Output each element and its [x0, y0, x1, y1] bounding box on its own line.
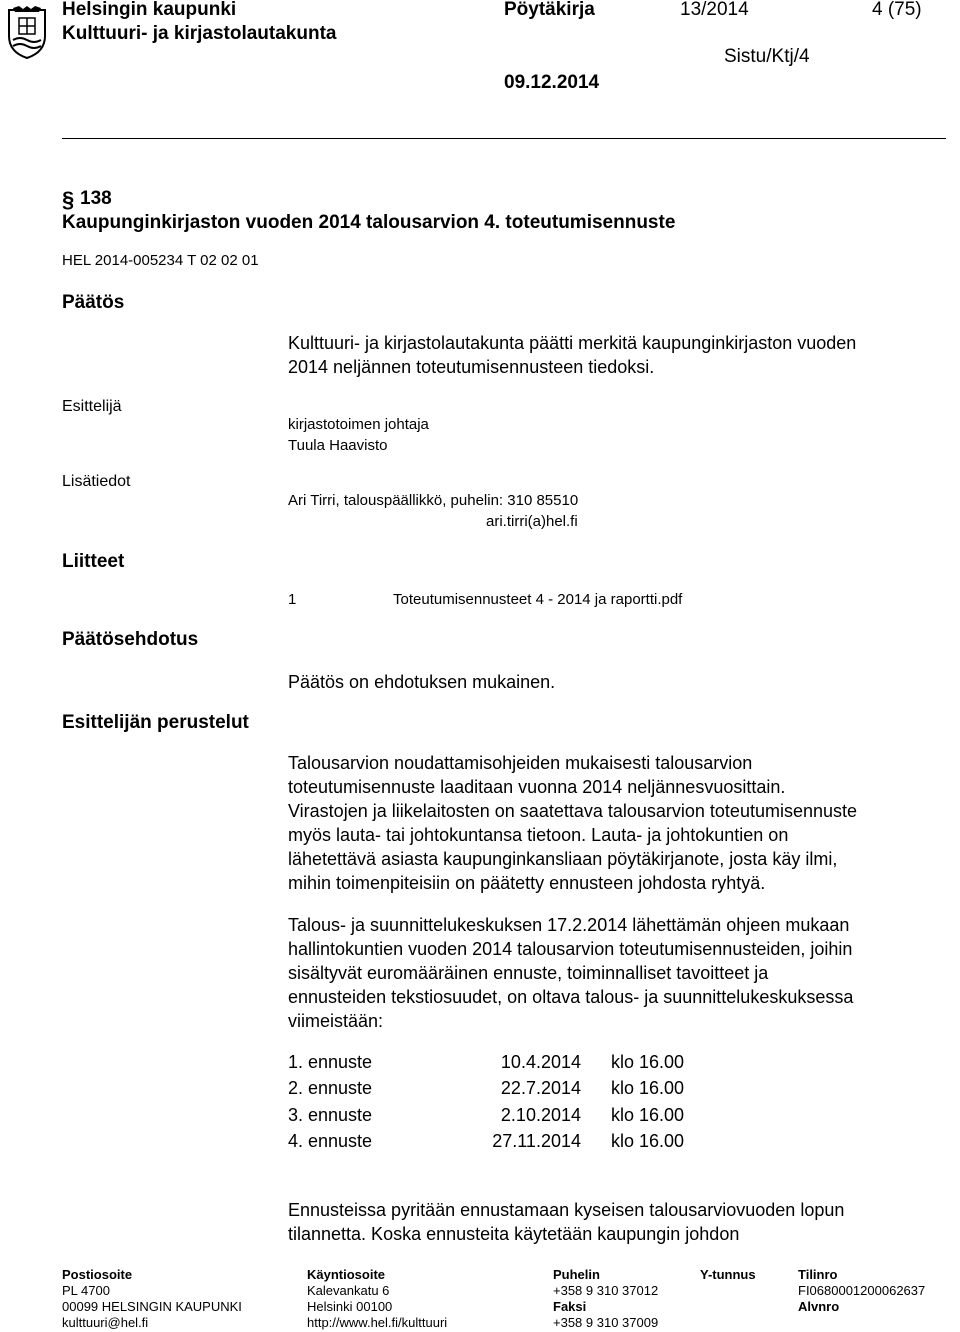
footer-line: Kalevankatu 6 — [307, 1283, 390, 1298]
forecast-date: 27.11.2014 — [492, 1131, 581, 1152]
footer-email-link[interactable]: kulttuuri@hel.fi — [62, 1315, 149, 1330]
presenter-label: Esittelijä — [62, 398, 122, 415]
footer-line: Helsinki 00100 — [307, 1299, 393, 1314]
forecast-time: klo 16.00 — [611, 1104, 685, 1125]
organization-name: Helsingin kaupunki — [62, 0, 237, 20]
presenter-role: kirjastotoimen johtaja — [288, 416, 429, 433]
page-number: 4 (75) — [872, 0, 922, 20]
decision-label: Päätös — [62, 292, 125, 313]
meeting-date: 09.12.2014 — [504, 72, 600, 93]
footer-business-id — [700, 1267, 756, 1283]
forecast-time: klo 16.00 — [611, 1131, 685, 1152]
proposal-text: Päätös on ehdotuksen mukainen. — [288, 672, 556, 692]
text-line: viimeistään: — [288, 1011, 384, 1031]
diary-code: HEL 2014-005234 T 02 02 01 — [62, 252, 259, 269]
footer-visiting-address — [307, 1267, 447, 1331]
forecast-date: 22.7.2014 — [500, 1078, 581, 1099]
forecast-time: klo 16.00 — [611, 1051, 685, 1072]
footer-heading: Postiosoite — [62, 1267, 133, 1282]
decision-text-line1: Kulttuuri- ja kirjastolautakunta päätti merkitä kaupunginkirjaston vuoden — [288, 333, 857, 353]
proposal-label: Päätösehdotus — [62, 629, 199, 650]
rationale-paragraph-3 — [288, 1198, 958, 1246]
rationale-label: Esittelijän perustelut — [62, 712, 249, 733]
footer-heading: Y-tunnus — [700, 1267, 756, 1282]
section-sign-icon — [62, 187, 76, 211]
forecast-label: 4. ennuste — [288, 1131, 373, 1152]
footer-line: 00099 HELSINGIN KAUPUNKI — [62, 1299, 242, 1314]
presenter-name: Tuula Haavisto — [288, 437, 388, 454]
attachment-number: 1 — [288, 591, 297, 608]
footer-line: FI0680001200062637 — [798, 1283, 926, 1298]
footer-heading: Käyntiosoite — [307, 1267, 386, 1282]
item-number: 138 — [80, 188, 112, 209]
footer-heading: Puhelin — [553, 1267, 600, 1282]
text-line: ennusteiden tekstiosuudet, on oltava talous- ja suunnittelukeskuksessa — [288, 987, 854, 1007]
text-line: tilannetta. Koska ennusteita käytetään kaupungin johdon — [288, 1224, 740, 1244]
svg-text:§: § — [62, 187, 75, 211]
text-line: hallintokuntien vuoden 2014 talousarvion toteutumisennusteiden, joihin — [288, 939, 853, 959]
header-rule — [62, 138, 946, 139]
text-line: Ennusteissa pyritään ennustamaan kyseisen talousarviovuoden lopun — [288, 1200, 845, 1220]
attachment-link[interactable]: Toteutumisennusteet 4 - 2014 ja raportti.pdf — [393, 591, 683, 608]
forecast-time: klo 16.00 — [611, 1078, 685, 1099]
footer-heading: Faksi — [553, 1299, 587, 1314]
text-line: myös lauta- tai johtokuntansa tietoon. Lauta- ja johtokuntien on — [288, 825, 789, 845]
committee-name: Kulttuuri- ja kirjastolautakunta — [62, 23, 337, 44]
helsinki-crest-logo — [7, 6, 47, 60]
table-row — [288, 1076, 751, 1103]
footer-line: PL 4700 — [62, 1283, 110, 1298]
table-row — [288, 1102, 751, 1129]
section-code: Sistu/Ktj/4 — [724, 46, 810, 67]
footer-phone — [553, 1267, 658, 1331]
footer-heading: Tilinro — [798, 1267, 838, 1282]
table-row — [288, 1049, 751, 1076]
text-line: sisältyvät euromääräinen ennuste, toiminnalliset tavoitteet ja — [288, 963, 769, 983]
footer-bank-account — [798, 1267, 925, 1315]
attachments-label: Liitteet — [62, 551, 125, 572]
contact-info: Ari Tirri, talouspäällikkö, puhelin: 310 85510 — [288, 492, 579, 509]
footer-line: +358 9 310 37012 — [553, 1283, 659, 1298]
text-line: mihin toimenpiteisiin on päätetty ennusteen johdosta ryhtyä. — [288, 873, 766, 893]
text-line: Talousarvion noudattamisohjeiden mukaisesti talousarvion — [288, 753, 753, 773]
rationale-paragraph-1 — [288, 751, 958, 895]
forecast-schedule-table — [288, 1049, 751, 1155]
footer-website-link[interactable]: http://www.hel.fi/kulttuuri — [307, 1315, 448, 1330]
footer-line: +358 9 310 37009 — [553, 1315, 659, 1330]
footer-heading: Alvnro — [798, 1299, 840, 1314]
forecast-label: 3. ennuste — [288, 1104, 373, 1125]
forecast-label: 2. ennuste — [288, 1078, 373, 1099]
document-type: Pöytäkirja — [504, 0, 595, 20]
decision-text-line2: 2014 neljännen toteutumisennusteen tiedoksi. — [288, 357, 655, 377]
text-line: Virastojen ja liikelaitosten on saatettava talousarvion toteutumisennuste — [288, 801, 858, 821]
table-row — [288, 1129, 751, 1156]
issue-number: 13/2014 — [680, 0, 749, 20]
forecast-date: 10.4.2014 — [500, 1051, 581, 1072]
forecast-label: 1. ennuste — [288, 1051, 373, 1072]
contact-email: ari.tirri(a)hel.fi — [486, 513, 578, 530]
footer-postal-address — [62, 1267, 242, 1331]
text-line: lähetettävä asiasta kaupunginkansliaan pöytäkirjanote, josta käy ilmi, — [288, 849, 838, 869]
text-line: toteutumisennuste laaditaan vuonna 2014 neljännesvuosittain. — [288, 777, 786, 797]
text-line: Talous- ja suunnittelukeskuksen 17.2.2014 lähettämän ohjeen mukaan — [288, 915, 850, 935]
rationale-paragraph-2 — [288, 913, 958, 1033]
more-info-label: Lisätiedot — [62, 473, 131, 490]
forecast-date: 2.10.2014 — [500, 1104, 581, 1125]
item-title: Kaupunginkirjaston vuoden 2014 talousarvion 4. toteutumisennuste — [62, 212, 676, 233]
